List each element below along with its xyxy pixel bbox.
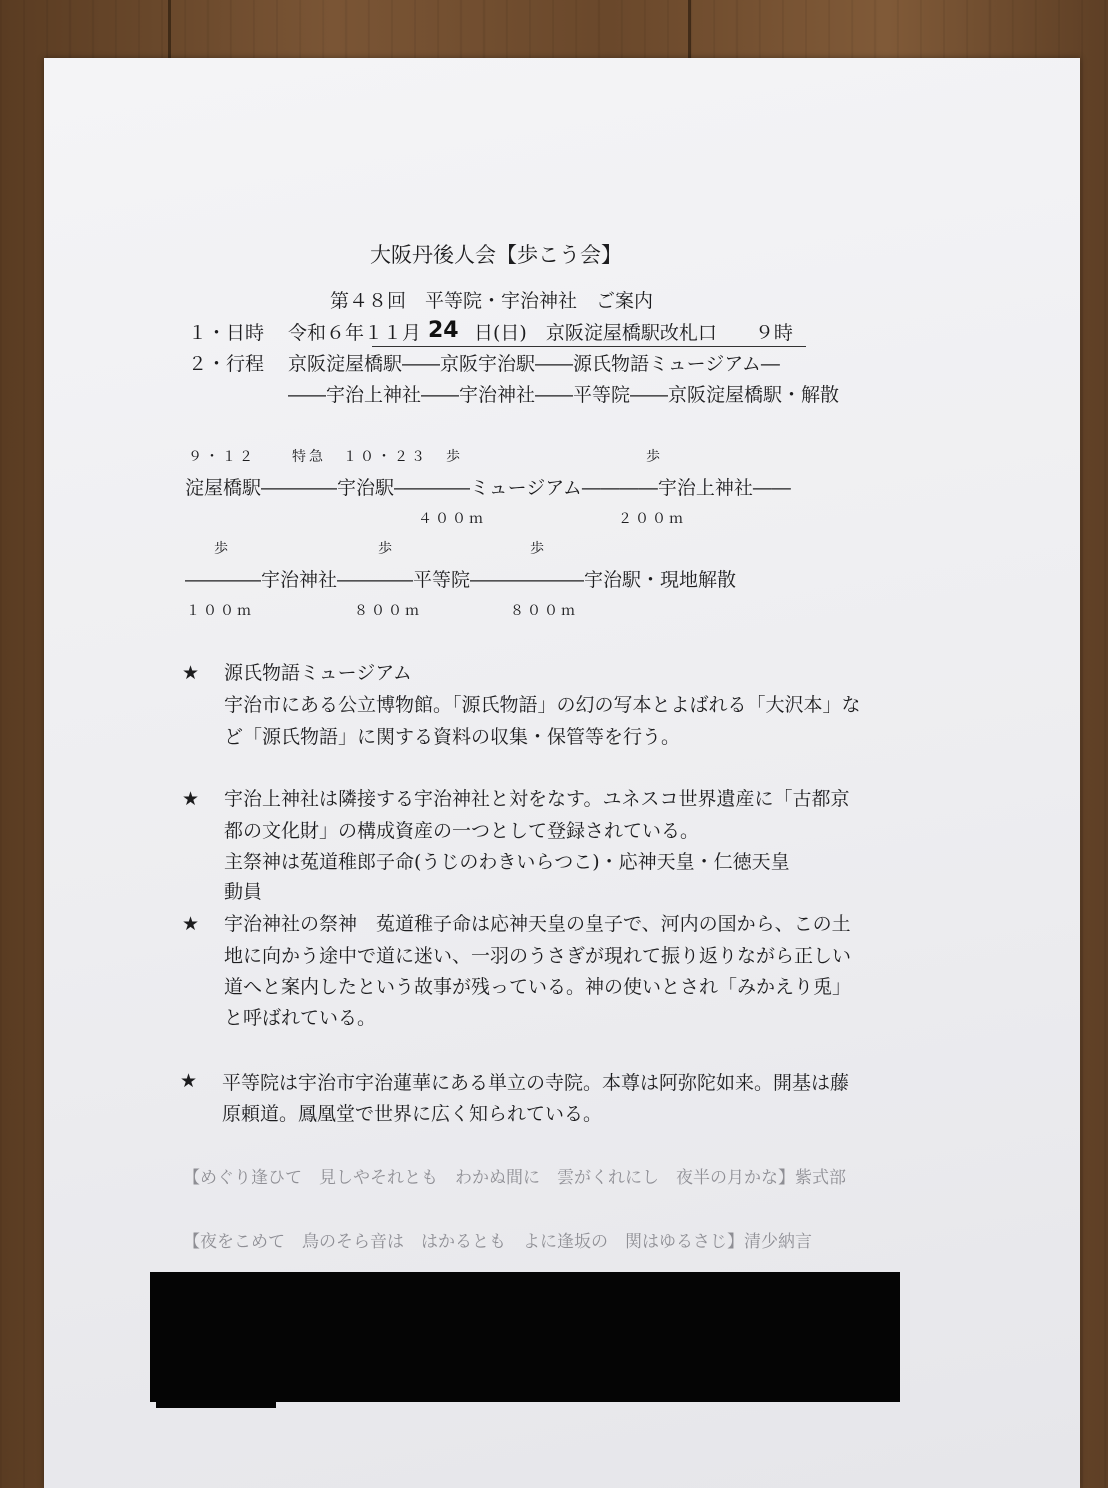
distance-label: ８００ｍ [510,603,578,619]
schedule-route-1: 淀屋橋駅――――宇治駅――――ミュージアム――――宇治上神社―― [185,477,791,499]
walk-mark: 歩 [646,449,663,465]
note3-line: 道へと案内したという故事が残っている。神の使いとされ「みかえり兎」 [224,976,852,998]
walk-mark: 歩 [530,541,547,557]
handwritten-underline [372,346,806,347]
star-icon: ★ [180,1070,198,1092]
route-line-2: ――宇治上神社――宇治神社――平等院――京阪淀屋橋駅・解散 [288,384,840,406]
note1-line: 源氏物語ミュージアム [224,662,412,684]
distance-label: １００ｍ [186,603,254,619]
note1-line: ど「源氏物語」に関する資料の収集・保管等を行う。 [224,726,681,748]
route-line-1: 京阪淀屋橋駅――京阪宇治駅――源氏物語ミュージアム― [288,353,780,375]
schedule-time: ９・１２ [188,449,256,465]
note2-line: 動員 [224,881,263,903]
item1-date-suffix: 日(日) 京阪淀屋橋駅改札口 ９時 [474,322,793,344]
redacted-block [156,1378,276,1408]
star-icon: ★ [182,913,200,935]
note2-line: 都の文化財」の構成資産の一つとして登録されている。 [224,820,700,842]
document-subtitle: 第４８回 平等院・宇治神社 ご案内 [330,290,654,312]
poem-sei-shonagon: 【夜をこめて 鳥のそら音は はかるとも よに逢坂の 関はゆるさじ】清少納言 [183,1232,812,1252]
item2-label: ２・行程 [188,353,265,375]
distance-label: ８００ｍ [354,603,422,619]
note1-line: 宇治市にある公立博物館。「源氏物語」の幻の写本とよばれる「大沢本」な [224,694,861,716]
note4-line: 原頼道。鳳凰堂で世界に広く知られている。 [222,1103,603,1125]
item1-date-prefix: 令和６年１１月 [288,322,422,344]
note3-line: 地に向かう途中で道に迷い、一羽のうさぎが現れて振り返りながら正しい [224,945,852,967]
item1-label: １・日時 [188,322,265,344]
star-icon: ★ [182,662,200,684]
walk-mark: 歩 [214,541,231,557]
distance-label: ２００ｍ [618,511,686,527]
poem-murasaki: 【めぐり逢ひて 見しやそれとも わかぬ間に 雲がくれにし 夜半の月かな】紫式部 [183,1168,846,1188]
note2-line: 宇治上神社は隣接する宇治神社と対をなす。ユネスコ世界遺産に「古都京 [224,788,850,810]
schedule-route-2: ――――宇治神社――――平等院――――――宇治駅・現地解散 [185,569,737,591]
note3-line: 宇治神社の祭神 菟道稚子命は応神天皇の皇子で、河内の国から、この土 [224,913,851,935]
item1-date-day: 24 [428,318,459,343]
schedule-express: 特急 １０・２３ [292,449,428,465]
note4-line: 平等院は宇治市宇治蓮華にある単立の寺院。本尊は阿弥陀如来。開基は藤 [222,1072,850,1094]
note3-line: と呼ばれている。 [224,1007,377,1029]
star-icon: ★ [182,788,200,810]
note2-line: 主祭神は菟道稚郎子命(うじのわきいらつこ)・応神天皇・仁徳天皇 [224,851,790,873]
distance-label: ４００ｍ [418,511,486,527]
walk-mark: 歩 [378,541,395,557]
walk-mark: 歩 [446,449,463,465]
document-title: 大阪丹後人会【歩こう会】 [370,243,622,267]
